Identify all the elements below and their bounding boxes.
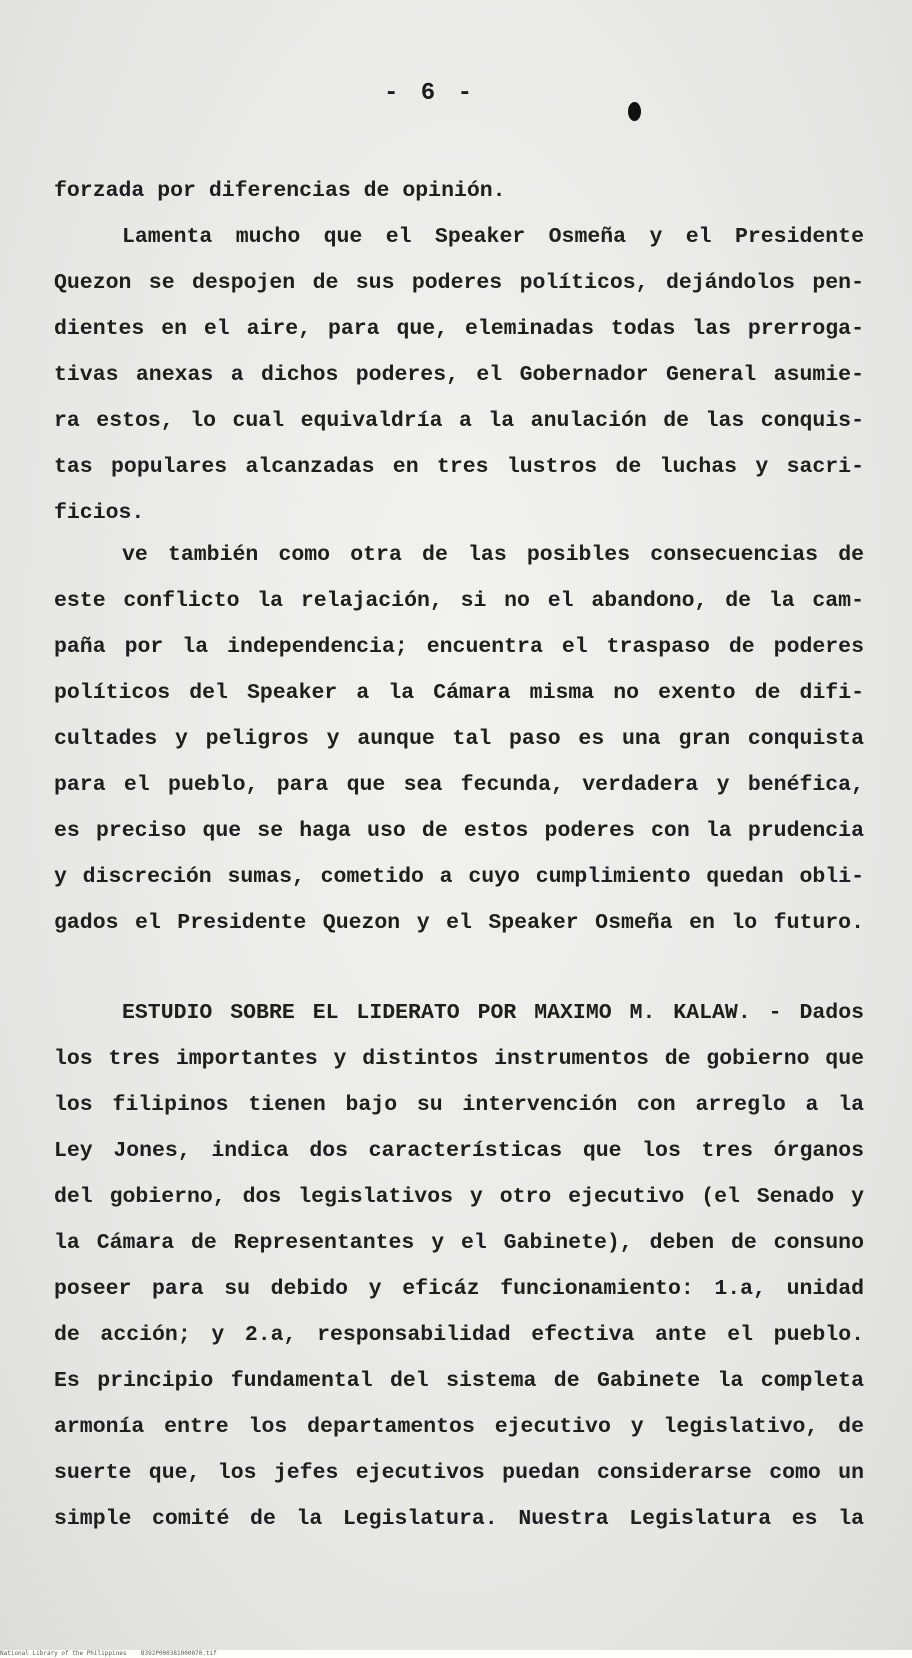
text-line: los filipinos tienen bajo su intervención con arreglo a la: [54, 1093, 864, 1117]
text-line: Es principio fundamental del sistema de Gabinete la completa: [54, 1369, 864, 1393]
text-line: dientes en el aire, para que, eleminadas todas las prerroga-: [54, 317, 864, 341]
text-line: gados el Presidente Quezon y el Speaker Osmeña en lo futuro.: [54, 911, 864, 935]
text-line: suerte que, los jefes ejecutivos puedan considerarse como un: [54, 1461, 864, 1485]
text-line: Ley Jones, indica dos características que los tres órganos: [54, 1139, 864, 1163]
text-line: ve también como otra de las posibles consecuencias de: [122, 543, 864, 567]
text-line: cultades y peligros y aunque tal paso es una gran conquista: [54, 727, 864, 751]
paragraph-2: [54, 532, 864, 946]
text-line: para el pueblo, para que sea fecunda, verdadera y benéfica,: [54, 773, 864, 797]
text-line: armonía entre los departamentos ejecutivo y legislativo, de: [54, 1415, 864, 1439]
text-line: de acción; y 2.a, responsabilidad efectiva ante el pueblo.: [54, 1323, 864, 1347]
scan-footer: National Library of the Philippines B392P000381000070.tif: [0, 1650, 912, 1658]
text-line: simple comité de la Legislatura. Nuestra Legislatura es la: [54, 1507, 864, 1531]
text-line: poseer para su debido y eficáz funcionamiento: 1.a, unidad: [54, 1277, 864, 1301]
page-number: - 6 -: [383, 80, 476, 107]
text-line: ficios.: [54, 501, 145, 525]
text-line: Quezon se despojen de sus poderes políticos, dejándolos pen-: [54, 271, 864, 295]
paragraph-1: [54, 168, 864, 536]
text-line: Lamenta mucho que el Speaker Osmeña y el Presidente: [122, 225, 864, 249]
text-line: del gobierno, dos legislativos y otro ejecutivo (el Senado y: [54, 1185, 864, 1209]
section-heading-line: ESTUDIO SOBRE EL LIDERATO POR MAXIMO M. KALAW. - Dados: [122, 1001, 864, 1025]
text-line: tas populares alcanzadas en tres lustros de luchas y sacri-: [54, 455, 864, 479]
text-line: paña por la independencia; encuentra el traspaso de poderes: [54, 635, 864, 659]
text-line: ra estos, lo cual equivaldría a la anulación de las conquis-: [54, 409, 864, 433]
text-line: forzada por diferencias de opinión.: [54, 179, 506, 203]
text-line: y discreción sumas, cometido a cuyo cumplimiento quedan obli-: [54, 865, 864, 889]
text-line: es preciso que se haga uso de estos poderes con la prudencia: [54, 819, 864, 843]
paragraph-3: [54, 990, 864, 1542]
text-line: políticos del Speaker a la Cámara misma no exento de difi-: [54, 681, 864, 705]
text-line: los tres importantes y distintos instrumentos de gobierno que: [54, 1047, 864, 1071]
text-line: la Cámara de Representantes y el Gabinete), deben de consuno: [54, 1231, 864, 1255]
text-line: tivas anexas a dichos poderes, el Gobernador General asumie-: [54, 363, 864, 387]
text-line: este conflicto la relajación, si no el abandono, de la cam-: [54, 589, 864, 613]
ink-blot: [628, 102, 641, 121]
